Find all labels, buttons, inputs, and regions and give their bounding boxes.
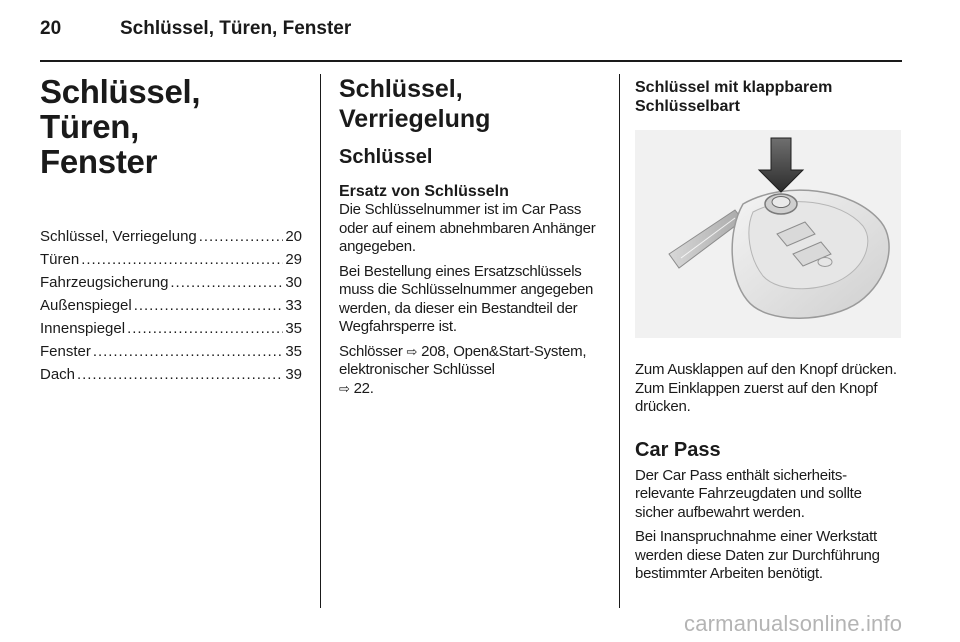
toc-leader-dots xyxy=(127,317,283,340)
page-reference-link[interactable]: 22 xyxy=(353,379,370,397)
paragraph-car-pass-1: Der Car Pass enthält sicherheitsrelevante Fahrzeugdaten und sollte sicher aufbewahrt werden. xyxy=(635,466,862,521)
cross-reference-arrow-icon: ⇨ xyxy=(406,343,418,359)
page-number: 20 xyxy=(40,18,62,39)
toc-leader-dots xyxy=(77,363,283,386)
toc-label: Innenspiegel xyxy=(40,320,126,337)
header-rule xyxy=(40,60,902,62)
toc-entry-aussenspiegel[interactable] xyxy=(40,294,302,317)
toc-entry-innenspiegel[interactable] xyxy=(40,317,302,340)
paragraph-cross-references xyxy=(339,343,605,399)
running-header: Schlüssel, Türen, Fenster xyxy=(120,18,352,39)
folding-key-title-line-2: Schlüsselbart xyxy=(635,98,740,115)
subsection-title: Schlüssel xyxy=(339,146,433,168)
folding-key-title-line-1: Schlüssel mit klappbarem xyxy=(635,79,833,96)
toc-entry-fenster[interactable] xyxy=(40,340,302,363)
toc-entry-tueren[interactable] xyxy=(40,248,302,271)
chapter-title xyxy=(40,74,302,179)
toc-label: Dach xyxy=(40,366,76,383)
paragraph-key-number: Die Schlüsselnummer ist im Car Pass oder auf einem abnehmbaren Anhänger angegeben. xyxy=(339,201,596,255)
column-divider-2 xyxy=(619,74,620,608)
text: Schlösser xyxy=(339,342,407,360)
folding-key-illustration xyxy=(635,130,901,338)
chapter-title-line-1: Schlüssel, Türen, xyxy=(40,73,201,145)
paragraph-replacement-key: Bei Bestellung eines Ersatzschlüssels muss die Schlüsselnummer angegeben werden, da dieser ein Bestandteil der Wegfahrsperre ist. xyxy=(339,262,594,335)
toc-page: 33 xyxy=(285,297,302,314)
toc-page: 39 xyxy=(285,366,302,383)
content-column-3 xyxy=(635,74,901,590)
toc-entry-schluessel[interactable] xyxy=(40,225,302,248)
cross-reference-arrow-icon: ⇨ xyxy=(339,380,350,396)
toc-page: 35 xyxy=(285,320,302,337)
toc-page: 20 xyxy=(285,228,302,245)
folding-key-title xyxy=(635,78,901,116)
toc-page: 30 xyxy=(285,274,302,291)
toc-label: Außenspiegel xyxy=(40,297,132,314)
toc-label: Türen xyxy=(40,251,80,268)
toc-label: Fenster xyxy=(40,343,91,360)
text: , Open&Start-System, elektronischer Schlüssel xyxy=(339,342,587,378)
toc-leader-dots xyxy=(93,340,283,363)
toc-leader-dots xyxy=(134,294,284,317)
toc-leader-dots xyxy=(199,225,284,248)
column-divider-1 xyxy=(320,74,321,608)
toc-label: Schlüssel, Verriegelung xyxy=(40,228,197,245)
paragraph-car-pass-2: Bei Inanspruchnahme einer Werkstatt werden diese Daten zur Durchführung bestimmter Arbeiten benötigt. xyxy=(635,528,880,582)
toc-label: Fahrzeugsicherung xyxy=(40,274,169,291)
paragraph-fold-instructions: Zum Ausklappen auf den Knopf drücken. Zum Einklappen zuerst auf den Knopf drücken. xyxy=(635,361,897,415)
content-column-2 xyxy=(339,74,605,404)
toc-leader-dots xyxy=(81,248,283,271)
car-pass-title: Car Pass xyxy=(635,438,721,461)
text: . xyxy=(369,379,374,397)
toc-page: 35 xyxy=(285,343,302,360)
section-title: Schlüssel, Verriegelung xyxy=(339,75,491,133)
chapter-column xyxy=(40,74,302,386)
sub-subsection-title: Ersatz von Schlüsseln xyxy=(339,183,509,200)
toc-leader-dots xyxy=(170,271,283,294)
toc-entry-dach[interactable] xyxy=(40,363,302,386)
chapter-title-line-2: Fenster xyxy=(40,143,158,180)
toc-page: 29 xyxy=(285,251,302,268)
table-of-contents xyxy=(40,225,302,386)
toc-entry-fahrzeugsicherung[interactable] xyxy=(40,271,302,294)
page-reference-link[interactable]: 208 xyxy=(421,342,446,360)
watermark: carmanualsonline.info xyxy=(684,611,903,636)
